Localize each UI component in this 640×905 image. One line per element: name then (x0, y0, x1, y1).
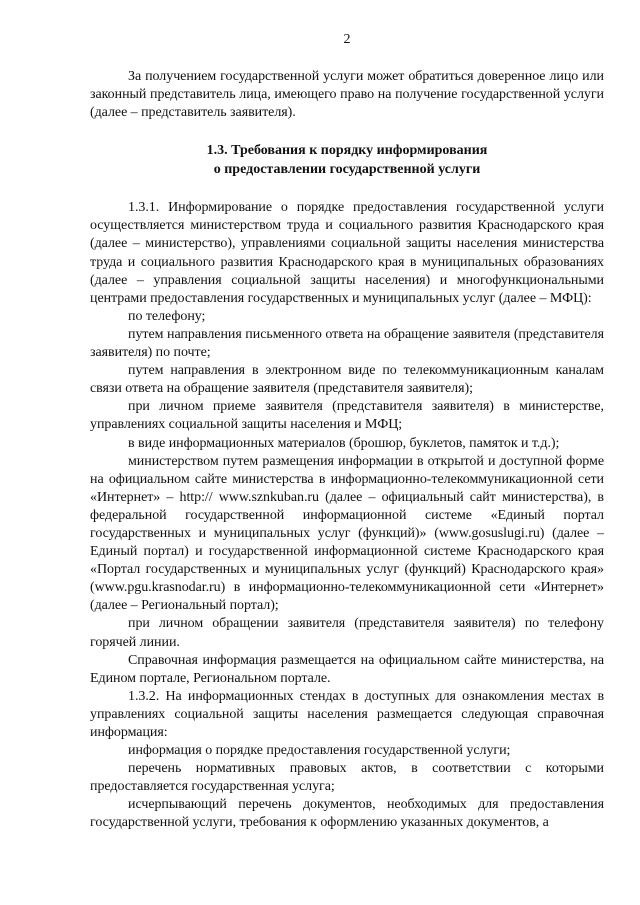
reference-info-paragraph: Справочная информация размещается на официальном сайте министерства, на Едином портале, Региональном портале. (90, 652, 604, 686)
section-title-line-1: 1.3. Требования к порядку информирования (206, 143, 488, 159)
list-item-hotline: при личном обращении заявителя (представителя заявителя) по телефону горячей линии. (90, 616, 604, 650)
list-item-mail: путем направления письменного ответа на обращение заявителя (представителя заявителя) по почте; (90, 326, 604, 361)
list-item-legal-acts: перечень нормативных правовых актов, в соответствии с которыми предоставляется государственная услуга; (90, 761, 604, 795)
list-item-documents: исчерпывающий перечень документов, необходимых для предоставления государственной услуги, требования к оформлению указанных документов, а (90, 797, 604, 831)
intro-paragraph: За получением государственной услуги может обратиться доверенное лицо или законный представитель лица, имеющего право на получение государственной услуги (далее – представитель заявителя). (90, 69, 604, 121)
list-item-personal: при личном приеме заявителя (представителя заявителя) в министерстве, управлениях социальной защиты населения и МФЦ; (90, 399, 604, 433)
paragraph-1-3-1: 1.3.1. Информирование о порядке предоставления государственной услуги осуществляется министерством труда и социального развития Краснодарского края (далее – министерство), управлениями социальной защиты населения министерства труда и социального развития Краснодарского края в муниципальных образованиях (далее – управления социальной защиты населения) и многофункциональными центрами предоставления государственных и муниципальных услуг (далее – МФЦ): (90, 200, 604, 306)
list-item-materials: в виде информационных материалов (брошюр, буклетов, памяток и т.д.); (128, 435, 560, 451)
list-item-procedure-info: информация о порядке предоставления государственной услуги; (128, 743, 511, 759)
list-item-website: министерством путем размещения информации в открытой и доступной форме на официальном сайте министерства в информационно-телекоммуникационной сети «Интернет» – http:// www.sznkuban.ru (далее – официальный сайт министерства), в федеральной государственной информационной системе «Единый портал государственных и муниципальных услуг (функций)» (www.gosuslugi.ru) (далее – Единый портал) и государственной информационной системе Краснодарского края «Портал государственных и муниципальных услуг (функций) Краснодарского края» (www.pgu.krasnodar.ru) в информационно-телекоммуникационной сети «Интернет» (далее – Региональный портал); (90, 453, 604, 614)
section-title (90, 142, 604, 179)
page-number: 2 (343, 32, 351, 47)
list-item-phone: по телефону; (128, 308, 206, 324)
paragraph-1-3-2: 1.3.2. На информационных стендах в доступных для ознакомления местах в управлениях социальной защиты населения размещается следующая справочная информация: (90, 688, 604, 740)
section-title-line-2: о предоставлении государственной услуги (213, 161, 481, 177)
section-body (90, 199, 604, 832)
list-item-electronic: путем направления в электронном виде по телекоммуникационным каналам связи ответа на обращение заявителя (представителя заявителя); (90, 363, 604, 397)
